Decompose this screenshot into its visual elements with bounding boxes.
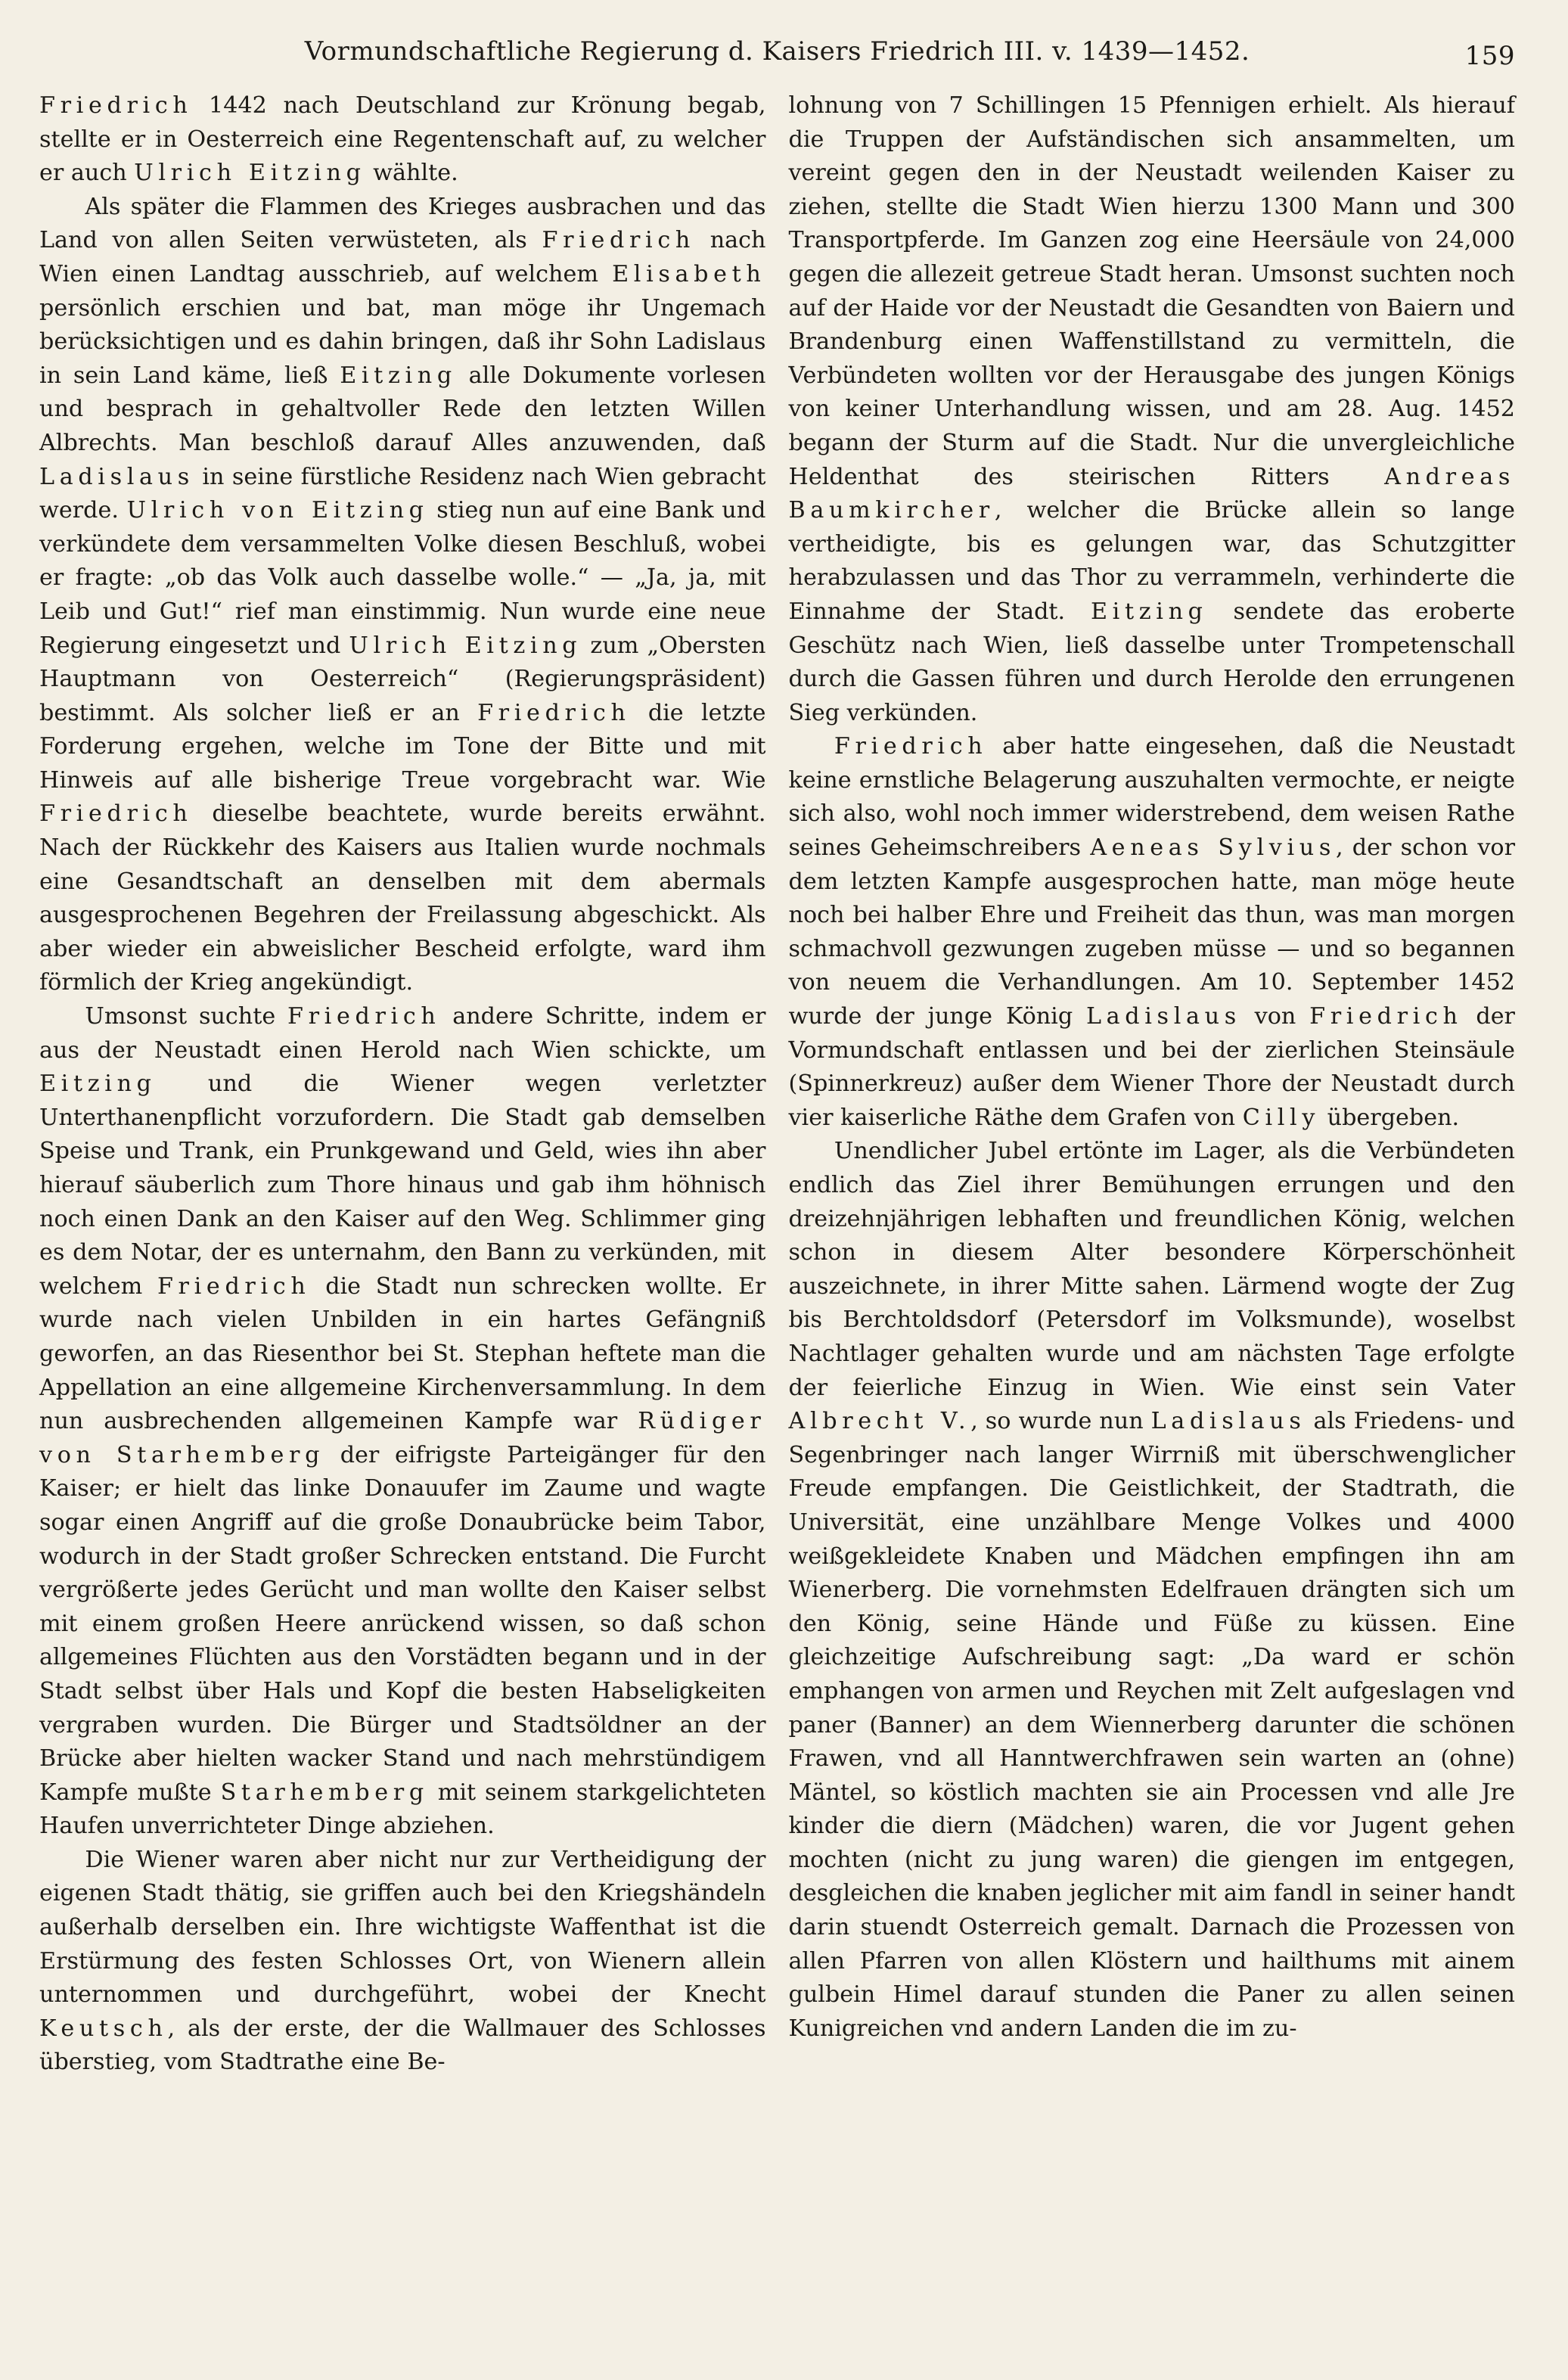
text-run: , als der erste, der die Wallmauer des Schlosses überstieg, vom Stadtrathe eine Be-: [39, 2015, 766, 2076]
text-run: alle Dokumente vorlesen und besprach in gehaltvoller Rede den letzten Willen Albrechts. Man beschloß darauf Alles anzuwenden, daß: [39, 362, 766, 456]
page-number: 159: [1464, 41, 1515, 71]
spaced-name: Ladislaus: [39, 463, 194, 490]
text-run: Unendlicher Jubel ertönte im Lager, als die Verbündeten endlich das Ziel ihrer Bemühungen errungen und den dreizehnjährigen lebhaften und freundlichen König, welchen schon in diesem Alter besondere Körperschönheit auszeichnete, in ihrer Mitte sahen. Lärmend wogte der Zug bis Berchtoldsdorf (Petersdorf im Volksmunde), woselbst Nachtlager gehalten wurde und am nächsten Tage erfolgte der feierliche Einzug in Wien. Wie einst sein Vater: [788, 1138, 1515, 1401]
spaced-name: Starhemberg: [220, 1779, 429, 1806]
spaced-name: Friedrich: [1309, 1003, 1463, 1030]
text-run: von: [1240, 1003, 1310, 1030]
spaced-name: Eitzing: [1090, 598, 1208, 625]
spaced-name: Ladislaus: [1150, 1408, 1306, 1435]
spaced-name: Friedrich: [287, 1003, 441, 1030]
paragraph: [39, 1844, 766, 2080]
spaced-name: Elisabeth: [612, 260, 766, 287]
text-run: als Friedens- und Segenbringer nach langer Wirrniß mit überschwenglicher Freude empfangen. Die Geistlichkeit, der Stadtrath, die Universität, eine unzählbare Menge Volkes und 4000 weißgekleidete Knaben und Mädchen empfingen ihn am Wienerberg. Die vornehmsten Edelfrauen drängten sich um den König, seine Hände und Füße zu küssen. Eine gleichzeitige Aufschreibung sagt: „Da ward er schön emphangen von armen und Reychen mit Zelt aufgeslagen vnd paner (Banner) an dem Wiennerberg darunter die schönen Frawen, vnd all Hanntwerchfrawen sein warten an (ohne) Mäntel, so köstlich machten sie ain Processen vnd alle Jre kinder die diern (Mädchen) waren, die vor Jugent gehen mochten (nicht zu jung waren) die giengen im entgegen, desgleichen die knaben jeglicher mit aim fandl in seiner handt darin stuendt Osterreich gemalt. Darnach die Prozessen von allen Pfarren von allen Klöstern und hailthums mit ainem gulbein Himel darauf stunden die Paner zu allen seinen Kunigreichen vnd andern Landen die im zu-: [788, 1408, 1515, 2042]
text-run: wählte.: [365, 160, 458, 187]
spaced-name: Rüdiger von Starhemberg: [39, 1408, 766, 1468]
paragraph: [789, 730, 1516, 1135]
text-run: die letzte Forderung ergehen, welche im Tone der Bitte und mit Hinweis auf alle bisherige Treue vorgebracht war. Wie: [39, 699, 766, 794]
text-run: der eifrigste Parteigänger für den Kaiser; er hielt das linke Donauufer im Zaume und wagte sogar einen Angriff auf die große Donaubrücke beim Tabor, wodurch in der Stadt großer Schrecken entstand. Die Furcht vergrößerte jedes Gerücht und man wollte den Kaiser selbst mit einem großen Heere anrückend wissen, so daß schon allgemeines Flüchten aus den Vorstädten begann und in der Stadt selbst über Hals und Kopf die besten Habseligkeiten vergraben wurden. Die Bürger und Stadtsöldner an der Brücke aber hielten wacker Stand und nach mehrstündigem Kampfe mußte: [39, 1441, 766, 1806]
text-run: nach Wien einen Landtag ausschrieb, auf welchem: [39, 227, 766, 287]
spaced-name: Friedrich: [477, 699, 631, 726]
text-run: der Vormundschaft entlassen und bei der zierlichen Steinsäule (Spinnerkreuz) außer dem Wiener Thore der Neustadt durch vier kaiserliche Räthe dem Grafen von: [788, 1003, 1515, 1131]
paragraph: [39, 1000, 766, 1844]
spaced-name: Eitzing: [340, 362, 457, 389]
right-column: [789, 89, 1516, 2080]
text-run: 1442 nach Deutschland zur Krönung begab, stellte er in Oesterreich eine Regentenschaft auf, zu welcher er auch: [39, 92, 766, 187]
spaced-name: Ulrich Eitzing: [134, 160, 366, 187]
paragraph: [39, 89, 766, 191]
text-run: persönlich erschien und bat, man möge ihr Ungemach berücksichtigen und es dahin bringen, daß ihr Sohn Ladislaus in sein Land käme, ließ: [39, 294, 766, 389]
text-run: stieg nun auf eine Bank und verkündete dem versammelten Volke diesen Beschluß, wobei er fragte: „ob das Volk auch dasselbe wolle.“ — „Ja, ja, mit Leib und Gut!“ rief man einstimmig. Nun wurde eine neue Regierung eingesetzt und: [39, 497, 766, 659]
text-run: , welcher die Brücke allein so lange vertheidigte, bis es gelungen war, das Schutzgitter herabzulassen und das Thor zu verrammeln, verhinderte die Einnahme der Stadt.: [788, 497, 1515, 625]
paragraph: [789, 1135, 1516, 2046]
spaced-name: Friedrich: [39, 800, 193, 828]
spaced-name: Ladislaus: [1085, 1003, 1241, 1030]
spaced-name: Keutsch: [39, 2015, 168, 2042]
text-run: zum „Obersten Hauptmann von Oesterreich“ (Regierungspräsident) bestimmt. Als solcher ließ er an: [39, 632, 766, 726]
running-head: [39, 30, 1515, 76]
text-run: die Stadt nun schrecken wollte. Er wurde nach vielen Unbilden in ein hartes Gefängniß geworfen, an das Riesenthor bei St. Stephan heftete man die Appellation an eine allgemeine Kirchenversammlung. In dem nun ausbrechenden allgemeinen Kampfe war: [39, 1272, 766, 1435]
spaced-name: Friedrich: [834, 733, 988, 760]
text-run: lohnung von 7 Schillingen 15 Pfennigen erhielt. Als hierauf die Truppen der Aufständischen sich ansammelten, um vereint gegen den in der Neustadt weilenden Kaiser zu ziehen, stellte die Stadt Wien hierzu 1300 Mann und 300 Transportpferde. Im Ganzen zog eine Heersäule von 24,000 gegen die allezeit getreue Stadt heran. Umsonst suchten noch auf der Haide vor der Neustadt die Gesandten von Baiern und Brandenburg einen Waffenstillstand zu vermitteln, die Verbündeten wollten vor der Herausgabe des jungen Königs von keiner Unterhandlung wissen, und am 28. Aug. 1452 begann der Sturm auf die Stadt. Nur die unvergleichliche Heldenthat des steirischen Ritters: [788, 92, 1515, 490]
text-run: sendete das eroberte Geschütz nach Wien, ließ dasselbe unter Trompetenschall durch die Gassen führen und durch Herolde den errungenen Sieg verkünden.: [788, 598, 1515, 726]
text-run: mit seinem starkgelichteten Haufen unverrichteter Dinge abziehen.: [39, 1779, 766, 1840]
spaced-name: Ulrich Eitzing: [349, 632, 582, 659]
paragraph: [789, 89, 1516, 730]
text-run: , so wurde nun: [970, 1408, 1151, 1435]
spaced-name: Friedrich: [157, 1272, 311, 1300]
text-run: Die Wiener waren aber nicht nur zur Vertheidigung der eigenen Stadt thätig, sie griffen auch bei den Kriegshändeln außerhalb derselben ein. Ihre wichtigste Waffenthat ist die Erstürmung des festen Schlosses Ort, von Wienern allein unternommen und durchgeführt, wobei der Knecht: [39, 1846, 766, 2009]
spaced-name: Friedrich: [542, 227, 695, 254]
text-columns: [39, 89, 1515, 2080]
text-run: , der schon vor dem letzten Kampfe ausgesprochen hatte, man möge heute noch bei halber Ehre und Freiheit das thun, was man morgen schmachvoll gezwungen zugeben müsse — und so begannen von neuem die Verhandlungen. Am 10. September 1452 wurde der junge König: [788, 834, 1515, 1030]
text-run: dieselbe beachtete, wurde bereits erwähnt. Nach der Rückkehr des Kaisers aus Italien wurde nochmals eine Gesandtschaft an denselben mit dem abermals ausgesprochenen Begehren der Freilassung abgeschickt. Als aber wieder ein abweislicher Bescheid erfolgte, ward ihm förmlich der Krieg angekündigt.: [39, 800, 766, 996]
running-head-title: Vormundschaftliche Regierung d. Kaisers Friedrich III. v. 1439—1452.: [304, 36, 1250, 67]
spaced-name: Albrecht V.: [788, 1408, 971, 1435]
spaced-name: Aeneas Sylvius: [1090, 834, 1336, 862]
spaced-name: Ulrich von Eitzing: [126, 497, 429, 524]
spaced-name: Friedrich: [39, 92, 193, 119]
spaced-name: Andreas Baumkircher: [788, 463, 1515, 524]
paragraph: [39, 191, 766, 1000]
text-run: andere Schritte, indem er aus der Neustadt einen Herold nach Wien schickte, um: [39, 1003, 766, 1064]
text-run: Als später die Flammen des Krieges ausbrachen und das Land von allen Seiten verwüsteten, als: [39, 193, 766, 254]
text-run: aber hatte eingesehen, daß die Neustadt keine ernstliche Belagerung auszuhalten vermochte, er neigte sich also, wohl noch immer widerstrebend, dem weisen Rathe seines Geheimschreibers: [788, 733, 1515, 862]
spaced-name: Eitzing: [39, 1070, 157, 1098]
left-column: [39, 89, 766, 2080]
spaced-name: Cilly: [1242, 1104, 1321, 1131]
text-run: und die Wiener wegen verletzter Unterthanenpflicht vorzufordern. Die Stadt gab demselben Speise und Trank, ein Prunkgewand und Geld, wies ihn aber hierauf säuberlich zum Thore hinaus und gab ihm höhnisch noch einen Dank an den Kaiser auf den Weg. Schlimmer ging es dem Notar, der es unternahm, den Bann zu verkünden, mit welchem: [39, 1070, 766, 1300]
text-run: in seine fürstliche Residenz nach Wien gebracht werde.: [39, 463, 766, 524]
text-run: Umsonst suchte: [85, 1003, 287, 1030]
text-run: übergeben.: [1320, 1104, 1460, 1131]
